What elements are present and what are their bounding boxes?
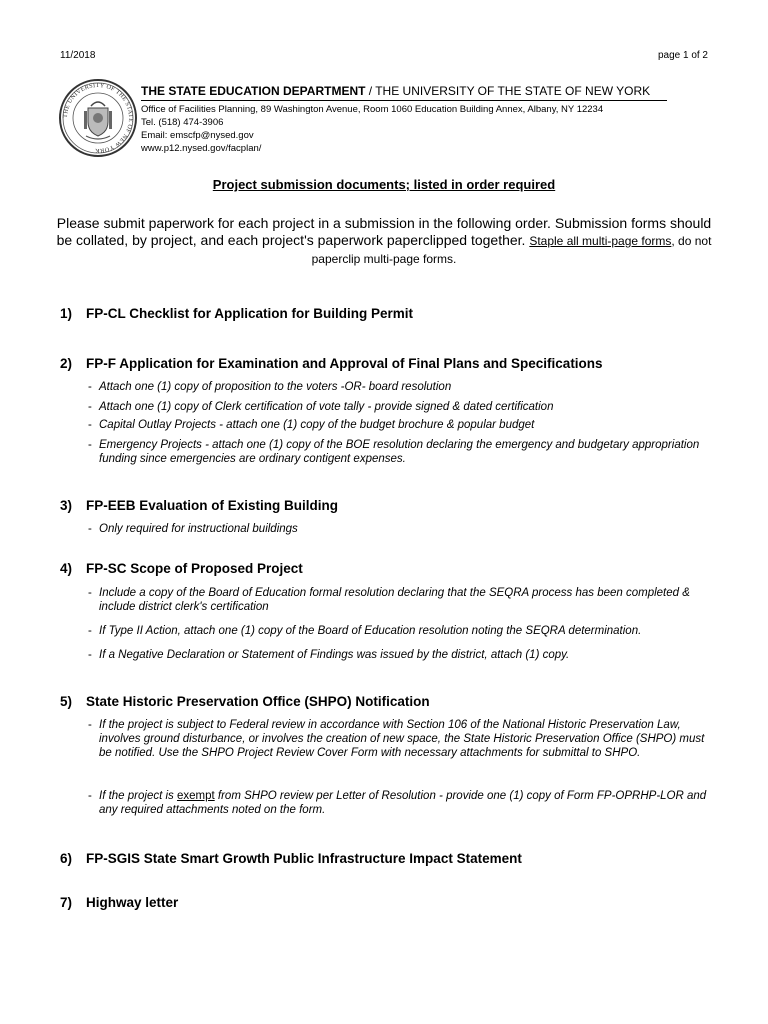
intro-paragraph: Please submit paperwork for each project in a submission in the following order. Submission forms should be collated, by project, and each project's paperwork paperclipped together. Staple all multi-page forms, do not paperclip multi-page forms. xyxy=(56,215,712,266)
office-email: Email: emscfp@nysed.gov xyxy=(141,130,254,141)
list-item: - If the project is exempt from SHPO review per Letter of Resolution - provide one (1) copy of Form FP-OPRHP-LOR and any required attachments noted on the form. xyxy=(88,790,707,816)
section-7-heading: 7) Highway letter xyxy=(60,895,179,910)
list-item: - Attach one (1) copy of Clerk certification of vote tally - provide signed & dated certification xyxy=(88,401,554,413)
section-4-heading: 4) FP-SC Scope of Proposed Project xyxy=(60,561,303,576)
list-item: - Include a copy of the Board of Education formal resolution declaring that the SEQRA process has been completed & include district clerk's certification xyxy=(88,587,690,613)
document-title: Project submission documents; listed in order required xyxy=(212,177,556,192)
office-website: www.p12.nysed.gov/facplan/ xyxy=(141,143,262,154)
nysed-seal-icon xyxy=(58,78,138,158)
section-5-heading: 5) State Historic Preservation Office (SHPO) Notification xyxy=(60,694,430,709)
department-title: THE STATE EDUCATION DEPARTMENT / THE UNIVERSITY OF THE STATE OF NEW YORK xyxy=(141,84,667,101)
list-item: - If Type II Action, attach one (1) copy of the Board of Education resolution noting the SEQRA determination. xyxy=(88,625,642,637)
letterhead xyxy=(141,84,667,155)
seal-text: THE UNIVERSITY OF THE STATE OF NEW YORK xyxy=(61,81,135,155)
list-item: - If a Negative Declaration or Statement of Findings was issued by the district, attach (1) copy. xyxy=(88,649,570,661)
section-3-heading: 3) FP-EEB Evaluation of Existing Building xyxy=(60,498,339,513)
office-address: Office of Facilities Planning, 89 Washington Avenue, Room 1060 Education Building Annex, Albany, NY 12234 xyxy=(141,104,604,115)
list-item: - Emergency Projects - attach one (1) copy of the BOE resolution declaring the emergency and budgetary appropriation funding since emergencies are ordinary contigent expenses. xyxy=(88,439,700,465)
office-phone: Tel. (518) 474-3906 xyxy=(141,117,224,128)
list-item: - Only required for instructional buildings xyxy=(88,523,298,535)
list-item: - Attach one (1) copy of proposition to the voters -OR- board resolution xyxy=(88,381,452,393)
section-2-heading: 2) FP-F Application for Examination and Approval of Final Plans and Specifications xyxy=(60,356,603,371)
document-date: 11/2018 xyxy=(60,50,96,61)
page-number: page 1 of 2 xyxy=(657,50,708,61)
list-item: - Capital Outlay Projects - attach one (1) copy of the budget brochure & popular budget xyxy=(88,419,535,431)
section-1-heading: 1) FP-CL Checklist for Application for Building Permit xyxy=(60,306,414,321)
list-item: - If the project is subject to Federal review in accordance with Section 106 of the National Historic Preservation Law, involves ground disturbance, or involves the creation of new space, the State Historic Preservation Office (SHPO) must be notified. Use the SHPO Project Review Cover Form with necessary attachments for submittal to SHPO. xyxy=(88,719,705,759)
section-6-heading: 6) FP-SGIS State Smart Growth Public Infrastructure Impact Statement xyxy=(60,851,522,866)
